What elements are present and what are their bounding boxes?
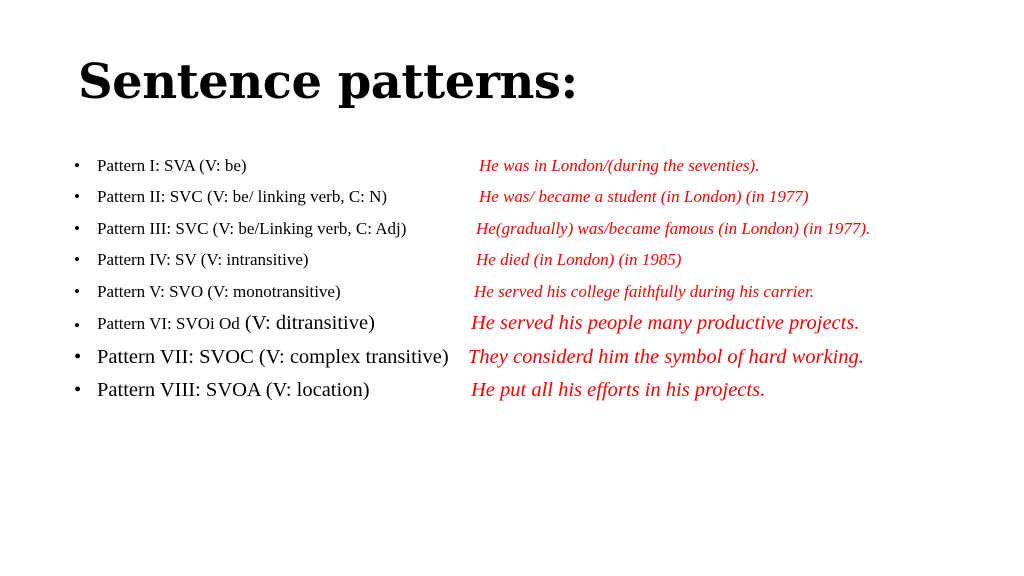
pattern-example: He was/ became a student (in London) (in 1977) bbox=[479, 187, 809, 206]
pattern-label: Pattern V: SVO (V: monotransitive) bbox=[97, 282, 341, 301]
pattern-label: Pattern VIII: SVOA (V: location) bbox=[97, 379, 370, 401]
slide-title: Sentence patterns: bbox=[78, 54, 578, 110]
bullet-icon: • bbox=[74, 282, 80, 301]
pattern-label: Pattern VI: SVOi Od (V: ditransitive) bbox=[97, 312, 375, 334]
pattern-label: Pattern III: SVC (V: be/Linking verb, C: Adj) bbox=[97, 219, 407, 238]
pattern-example: He was in London/(during the seventies). bbox=[479, 156, 760, 175]
bullet-icon: • bbox=[74, 379, 82, 401]
bullet-icon: • bbox=[74, 219, 80, 238]
pattern-example: He served his people many productive projects. bbox=[471, 312, 860, 334]
pattern-example: He put all his efforts in his projects. bbox=[471, 379, 766, 401]
pattern-label: Pattern I: SVA (V: be) bbox=[97, 156, 247, 175]
pattern-label: Pattern VII: SVOC (V: complex transitive) bbox=[97, 346, 449, 368]
pattern-example: They considerd him the symbol of hard working. bbox=[468, 346, 864, 368]
bullet-icon: • bbox=[74, 346, 82, 368]
pattern-example: He(gradually) was/became famous (in London) (in 1977). bbox=[476, 219, 871, 238]
pattern-label: Pattern IV: SV (V: intransitive) bbox=[97, 250, 309, 269]
pattern-example: He died (in London) (in 1985) bbox=[476, 250, 682, 269]
pattern-example: He served his college faithfully during his carrier. bbox=[474, 282, 814, 301]
pattern-label: Pattern II: SVC (V: be/ linking verb, C: N) bbox=[97, 187, 388, 206]
bullet-icon: • bbox=[74, 187, 80, 206]
bullet-icon: • bbox=[74, 156, 80, 175]
bullet-icon: • bbox=[74, 316, 80, 335]
bullet-icon: • bbox=[74, 250, 80, 269]
